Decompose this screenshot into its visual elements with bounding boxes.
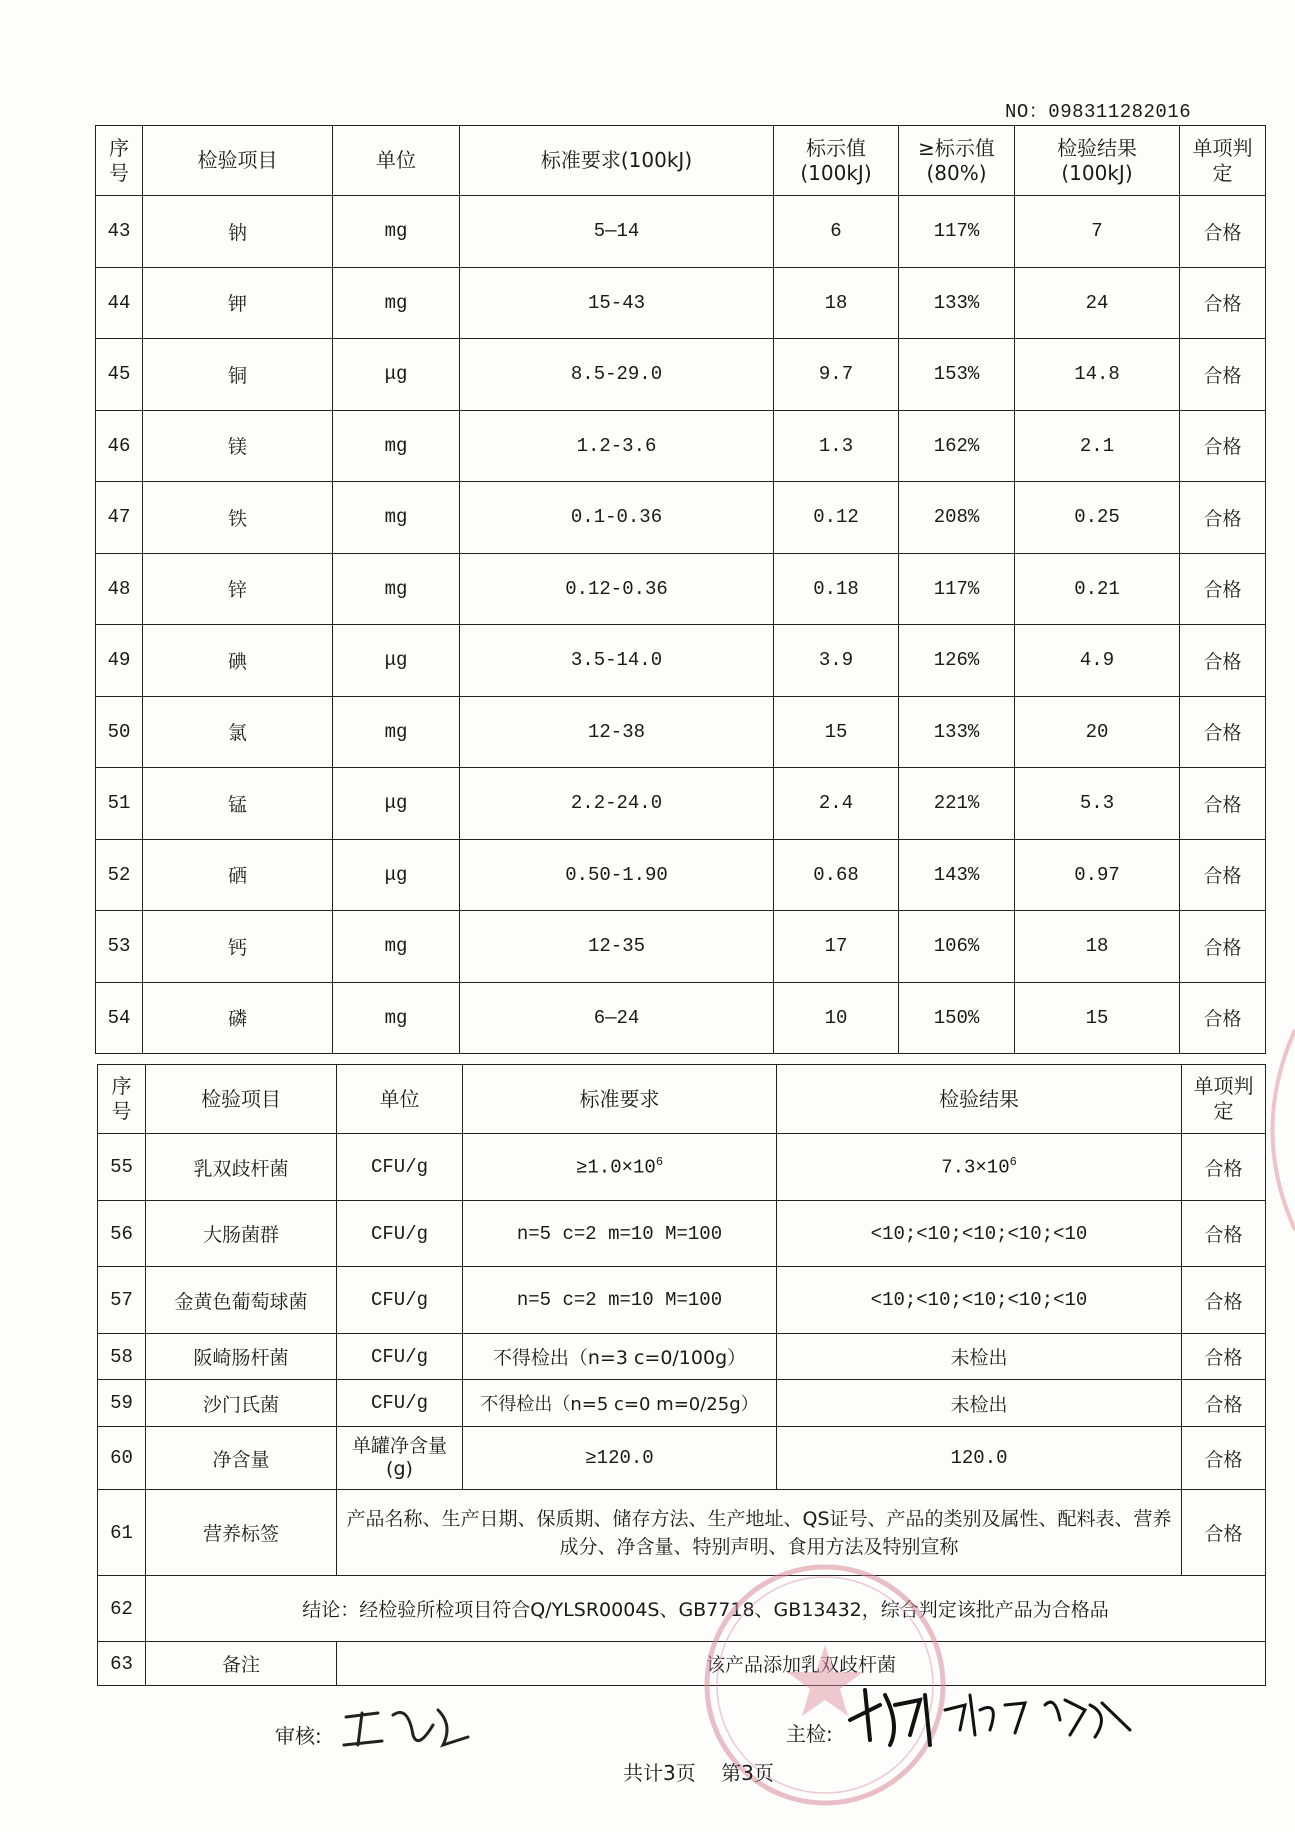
- standard: $\ge 1.0\times 10^6$: [463, 1134, 777, 1201]
- item-name: 钾: [143, 267, 333, 339]
- table-header-row: [98, 1065, 1266, 1134]
- item-name: 大肠菌群: [146, 1201, 337, 1267]
- label-value: 17: [774, 911, 899, 983]
- standard: 不得检出（n=3 c=0/100g）: [463, 1334, 777, 1380]
- column-header: 单项判定: [1182, 1065, 1266, 1134]
- unit: mg: [333, 696, 460, 768]
- column-header: 检验结果 (100kJ): [1015, 126, 1180, 196]
- page-info: 共计3页 第3页: [623, 1761, 774, 1785]
- label-value: 0.18: [774, 553, 899, 625]
- standard: ≥120.0: [463, 1427, 777, 1490]
- edge-seal-stamp: [1245, 1020, 1295, 1240]
- row-number: 46: [96, 410, 143, 482]
- judgement: 合格: [1180, 410, 1266, 482]
- standard: 1.2-3.6: [460, 410, 774, 482]
- document-number: NO：098311282016: [1005, 101, 1192, 123]
- unit: μg: [333, 339, 460, 411]
- item-name: 硒: [143, 839, 333, 911]
- standard: n=5 c=2 m=10 M=100: [463, 1267, 777, 1334]
- item-name: 钠: [143, 196, 333, 268]
- result: 18: [1015, 911, 1180, 983]
- item-name: 铁: [143, 482, 333, 554]
- percent-of-label: 126%: [899, 625, 1015, 697]
- percent-of-label: 117%: [899, 196, 1015, 268]
- row-number: 49: [96, 625, 143, 697]
- row-number: 52: [96, 839, 143, 911]
- percent-of-label: 117%: [899, 553, 1015, 625]
- item-name: 营养标签: [146, 1490, 337, 1576]
- item-name: 磷: [143, 982, 333, 1054]
- standard: 5—14: [460, 196, 774, 268]
- reviewer-label: 审核:: [275, 1724, 322, 1748]
- standard: 8.5-29.0: [460, 339, 774, 411]
- table-row: [96, 839, 1266, 911]
- standard: 2.2-24.0: [460, 768, 774, 840]
- table-row: [96, 768, 1266, 840]
- column-header: 检验项目: [143, 126, 333, 196]
- table-row: [96, 339, 1266, 411]
- column-header: 单位: [333, 126, 460, 196]
- column-header: 检验结果: [777, 1065, 1182, 1134]
- label-value: 6: [774, 196, 899, 268]
- row-number: 45: [96, 339, 143, 411]
- label-value: 2.4: [774, 768, 899, 840]
- item-name: 阪崎肠杆菌: [146, 1334, 337, 1380]
- item-name: 净含量: [146, 1427, 337, 1490]
- nutrient-table: [95, 125, 1266, 1054]
- result: 20: [1015, 696, 1180, 768]
- result: 未检出: [777, 1334, 1182, 1380]
- unit: CFU/g: [337, 1201, 463, 1267]
- judgement: 合格: [1180, 982, 1266, 1054]
- table-row: [98, 1334, 1266, 1380]
- item-name: 碘: [143, 625, 333, 697]
- result: 120.0: [777, 1427, 1182, 1490]
- unit: mg: [333, 267, 460, 339]
- unit: CFU/g: [337, 1134, 463, 1201]
- item-name: 乳双歧杆菌: [146, 1134, 337, 1201]
- standard: n=5 c=2 m=10 M=100: [463, 1201, 777, 1267]
- table-row: [96, 982, 1266, 1054]
- unit: mg: [333, 196, 460, 268]
- column-header: 标示值 (100kJ): [774, 126, 899, 196]
- row-number: 43: [96, 196, 143, 268]
- row-number: 56: [98, 1201, 146, 1267]
- column-header: 序号: [98, 1065, 146, 1134]
- percent-of-label: 143%: [899, 839, 1015, 911]
- item-name: 氯: [143, 696, 333, 768]
- unit: mg: [333, 553, 460, 625]
- reviewer-signature: [338, 1695, 478, 1755]
- unit: CFU/g: [337, 1267, 463, 1334]
- column-header: 检验项目: [146, 1065, 337, 1134]
- unit: mg: [333, 482, 460, 554]
- row-number: 63: [98, 1642, 146, 1686]
- judgement: 合格: [1180, 339, 1266, 411]
- table-row: [96, 696, 1266, 768]
- judgement: 合格: [1180, 696, 1266, 768]
- result: 2.1: [1015, 410, 1180, 482]
- judgement: 合格: [1182, 1267, 1266, 1334]
- row-number: 53: [96, 911, 143, 983]
- result: 5.3: [1015, 768, 1180, 840]
- microbe-table: [97, 1064, 1266, 1686]
- row-number: 47: [96, 482, 143, 554]
- unit: μg: [333, 625, 460, 697]
- label-value: 1.3: [774, 410, 899, 482]
- item-name: 沙门氏菌: [146, 1380, 337, 1427]
- unit: mg: [333, 911, 460, 983]
- standard: 不得检出（n=5 c=0 m=0/25g）: [463, 1380, 777, 1427]
- row-number: 61: [98, 1490, 146, 1576]
- result: 4.9: [1015, 625, 1180, 697]
- row-number: 54: [96, 982, 143, 1054]
- table-row: [96, 267, 1266, 339]
- percent-of-label: 208%: [899, 482, 1015, 554]
- table-row: [98, 1267, 1266, 1334]
- label-value: 0.68: [774, 839, 899, 911]
- table-row: [96, 553, 1266, 625]
- table-row: [96, 410, 1266, 482]
- table-row: [98, 1134, 1266, 1201]
- unit: mg: [333, 982, 460, 1054]
- label-value: 18: [774, 267, 899, 339]
- unit: μg: [333, 839, 460, 911]
- judgement: 合格: [1180, 196, 1266, 268]
- percent-of-label: 150%: [899, 982, 1015, 1054]
- judgement: 合格: [1182, 1490, 1266, 1576]
- judgement: 合格: [1180, 553, 1266, 625]
- unit: CFU/g: [337, 1380, 463, 1427]
- unit: mg: [333, 410, 460, 482]
- result: 0.25: [1015, 482, 1180, 554]
- result: 15: [1015, 982, 1180, 1054]
- row-number: 50: [96, 696, 143, 768]
- row-number: 57: [98, 1267, 146, 1334]
- table-header-row: [96, 126, 1266, 196]
- item-name: 镁: [143, 410, 333, 482]
- label-value: 3.9: [774, 625, 899, 697]
- column-header: 单位: [337, 1065, 463, 1134]
- row-number: 58: [98, 1334, 146, 1380]
- judgement: 合格: [1182, 1427, 1266, 1490]
- table-row: [96, 196, 1266, 268]
- row-number: 59: [98, 1380, 146, 1427]
- column-header: 单项判定: [1180, 126, 1266, 196]
- table-row: [98, 1427, 1266, 1490]
- column-header: 序号: [96, 126, 143, 196]
- judgement: 合格: [1180, 911, 1266, 983]
- row-number: 48: [96, 553, 143, 625]
- percent-of-label: 133%: [899, 267, 1015, 339]
- item-name: 铜: [143, 339, 333, 411]
- label-value: 15: [774, 696, 899, 768]
- label-requirements: 产品名称、生产日期、保质期、储存方法、生产地址、QS证号、产品的类别及属性、配料表、营养成分、净含量、特别声明、食用方法及特别宣称: [337, 1490, 1182, 1576]
- result: 14.8: [1015, 339, 1180, 411]
- remarks-text: 该产品添加乳双歧杆菌: [337, 1642, 1266, 1686]
- judgement: 合格: [1180, 839, 1266, 911]
- judgement: 合格: [1182, 1201, 1266, 1267]
- label-value: 0.12: [774, 482, 899, 554]
- column-header: ≥标示值 (80%): [899, 126, 1015, 196]
- item-name: 锰: [143, 768, 333, 840]
- inspector-label: 主检:: [786, 1722, 833, 1746]
- table-row: [96, 911, 1266, 983]
- row-number: 62: [98, 1576, 146, 1642]
- row-number: 51: [96, 768, 143, 840]
- standard: 12-35: [460, 911, 774, 983]
- unit: μg: [333, 768, 460, 840]
- result: <10;<10;<10;<10;<10: [777, 1267, 1182, 1334]
- table-row: [96, 482, 1266, 554]
- unit: 单罐净含量 (g): [337, 1427, 463, 1490]
- standard: 3.5-14.0: [460, 625, 774, 697]
- conclusion-text: 结论：经检验所检项目符合Q/YLSR0004S、GB7718、GB13432，综合判定该批产品为合格品: [146, 1576, 1266, 1642]
- standard: 0.1-0.36: [460, 482, 774, 554]
- item-name: 钙: [143, 911, 333, 983]
- row-number: 60: [98, 1427, 146, 1490]
- result: 7: [1015, 196, 1180, 268]
- judgement: 合格: [1180, 267, 1266, 339]
- item-name: 金黄色葡萄球菌: [146, 1267, 337, 1334]
- conclusion-row: [98, 1576, 1266, 1642]
- label-value: 10: [774, 982, 899, 1054]
- row-number: 55: [98, 1134, 146, 1201]
- standard: 6—24: [460, 982, 774, 1054]
- inspector-signatures: [840, 1675, 1140, 1755]
- result: 未检出: [777, 1380, 1182, 1427]
- result: 0.97: [1015, 839, 1180, 911]
- result: 0.21: [1015, 553, 1180, 625]
- judgement: 合格: [1182, 1134, 1266, 1201]
- percent-of-label: 162%: [899, 410, 1015, 482]
- table-row: [96, 625, 1266, 697]
- judgement: 合格: [1180, 482, 1266, 554]
- label-value: 9.7: [774, 339, 899, 411]
- remarks-label: 备注: [146, 1642, 337, 1686]
- result: 24: [1015, 267, 1180, 339]
- percent-of-label: 133%: [899, 696, 1015, 768]
- standard: 0.12-0.36: [460, 553, 774, 625]
- unit: CFU/g: [337, 1334, 463, 1380]
- judgement: 合格: [1182, 1380, 1266, 1427]
- percent-of-label: 153%: [899, 339, 1015, 411]
- standard: 12-38: [460, 696, 774, 768]
- judgement: 合格: [1182, 1334, 1266, 1380]
- row-number: 44: [96, 267, 143, 339]
- column-header: 标准要求(100kJ): [460, 126, 774, 196]
- item-name: 锌: [143, 553, 333, 625]
- judgement: 合格: [1180, 768, 1266, 840]
- percent-of-label: 106%: [899, 911, 1015, 983]
- standard: 15-43: [460, 267, 774, 339]
- standard: 0.50-1.90: [460, 839, 774, 911]
- table-row: [98, 1490, 1266, 1576]
- result: $7.3\times 10^6$: [777, 1134, 1182, 1201]
- table-row: [98, 1380, 1266, 1427]
- percent-of-label: 221%: [899, 768, 1015, 840]
- result: <10;<10;<10;<10;<10: [777, 1201, 1182, 1267]
- judgement: 合格: [1180, 625, 1266, 697]
- column-header: 标准要求: [463, 1065, 777, 1134]
- table-row: [98, 1201, 1266, 1267]
